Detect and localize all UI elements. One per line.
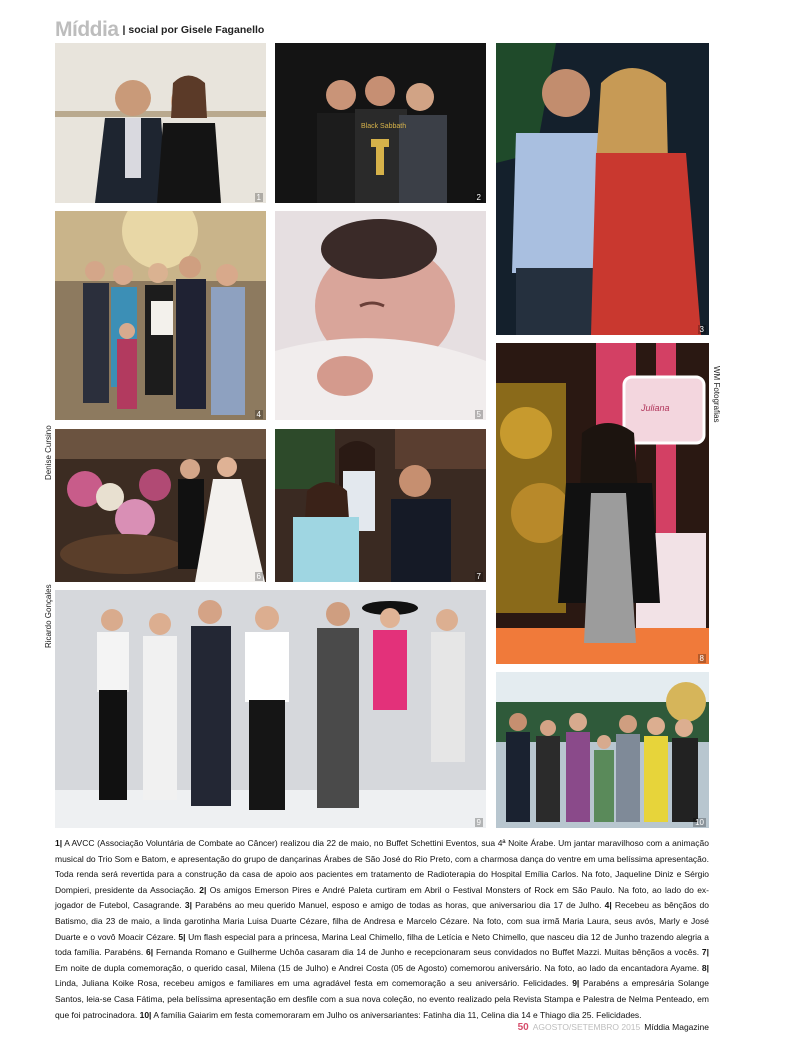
photo-number: 1 [256,193,261,202]
photo-1 [55,43,266,203]
photo-credit-denise: Denise Cursino [44,425,53,480]
issue-date: AGOSTO/SETEMBRO 2015 [532,1022,641,1032]
caption-text [55,836,709,1023]
photo-number: 5 [476,410,481,419]
caption-number: 5| [178,931,186,942]
caption-number: 9| [572,978,580,989]
caption-number: 1| [55,838,63,848]
photo-number: 4 [256,410,261,419]
caption-entry: Os amigos Emerson Pires e André Paleta curtiram em Abril o Festival Monsters of Rock em São Paulo. Na foto, ao lado do ex-jogador de Futebol, Casagrande. [55,884,710,911]
photo-number: 6 [256,572,261,581]
magazine-logo: Míddia [55,18,119,41]
magazine-name: Míddia Magazine [644,1022,709,1032]
caption-number: 4| [604,900,612,911]
shirt-print-text: Black Sabbath [361,123,407,130]
caption-entry: Recebeu as bênçãos do Batismo, dia 23 de maio, a linda garotinha Maria Luisa Duarte Cézare, filha de Andresa e Marcelo Cézare. Na foto, com sua irmã Maria Laura, seus avós, Marly e José Duarte e o vovô Moacir Cézare. [55,900,709,942]
caption-entry: A família Gaiarim em festa comemoraram em Julho os aniversariantes: Fatinha dia 11, Celina dia 14 e Thiago dia 25. Felicidades. [151,1009,642,1020]
photo-number: 7 [476,572,481,581]
page-header [55,18,264,42]
photo-credit-wm: WM Fotografias [712,366,721,423]
caption-entry: Parabéns ao meu querido Manuel, esposo e amigo de todas as horas, que aniversariou dia 17 de Julho. [191,900,605,911]
caption-entry: Em noite de dupla comemoração, o querido casal, Milena (15 de Julho) e Andrei Costa (05 de Agosto) comemorou aniversário. Na foto, ao lado da encantadora Ayame. [55,962,702,973]
caption-number: 6| [146,947,154,958]
photo-4 [55,211,266,420]
caption-number: 10| [139,1009,152,1020]
photo-10 [496,672,709,828]
photo-2 [275,43,486,203]
photo-7 [275,429,486,582]
caption-entry: Parabéns a empresária Solange Santos, leia-se Casa Fátima, pela belíssima apresentação em desfile com a sua nova coleção, no evento realizado pela Revista Stampa e Palestra de Nelma Penteado, em que foi patrocinadora. [55,978,709,1020]
page-number: 50 [517,1022,529,1033]
photo-number: 9 [476,818,481,827]
photo-6 [55,429,266,582]
caption-entry: Linda, Juliana Koike Rosa, recebeu amigos e familiares em uma agradável festa em comemoração a seu aniversário. Felicidades. [55,978,573,989]
page-footer [518,1022,709,1033]
caption-number: 3| [184,900,192,911]
photo-number: 3 [699,325,704,334]
photo-number: 2 [476,193,481,202]
caption-number: 8| [701,962,709,973]
caption-entry: Um flash especial para a princesa, Marina Leal Chimello, filha de Letícia e Neto Chimello, que nasceu dia 12 de Junho trazendo alegria a toda família. Parabéns. [55,931,710,958]
photo-number: 8 [699,654,704,663]
party-sign-text: Juliana [641,403,670,413]
photo-5 [275,211,486,420]
caption-entry: Fernanda Romano e Guilherme Uchôa casaram dia 14 de Junho e recepcionaram seus convidados no Buffet Mazzi. Muitas bênçãos a vocês. [153,947,702,958]
caption-number: 7| [701,947,709,958]
photo-9 [55,590,486,828]
photo-number: 10 [695,818,704,827]
section-subtitle: | social por Gisele Faganello [122,24,265,36]
caption-number: 2| [199,884,207,895]
photo-8 [496,343,709,664]
photo-credit-ricardo: Ricardo Gonçales [44,584,53,648]
photo-3 [496,43,709,335]
caption-entry: A AVCC (Associação Voluntária de Combate ao Câncer) realizou dia 22 de maio, no Buffet Schettini Eventos, sua 4ª Noite Árabe. Um jantar maravilhoso com a animação musical do Trio Som e Batom, e apresentação do grupo de dançarinas Árabes de São José do Rio Preto, com a charmosa dança do ventre em uma belíssima apresentação. Toda renda será revertida para a construção da casa de apoio aos pacientes em tratamento de Radioterapia do Hospital Emília Carlos. Na foto, Jaqueline Diniz e Sérgio Dompieri, presidente da Associação. [55,838,709,895]
